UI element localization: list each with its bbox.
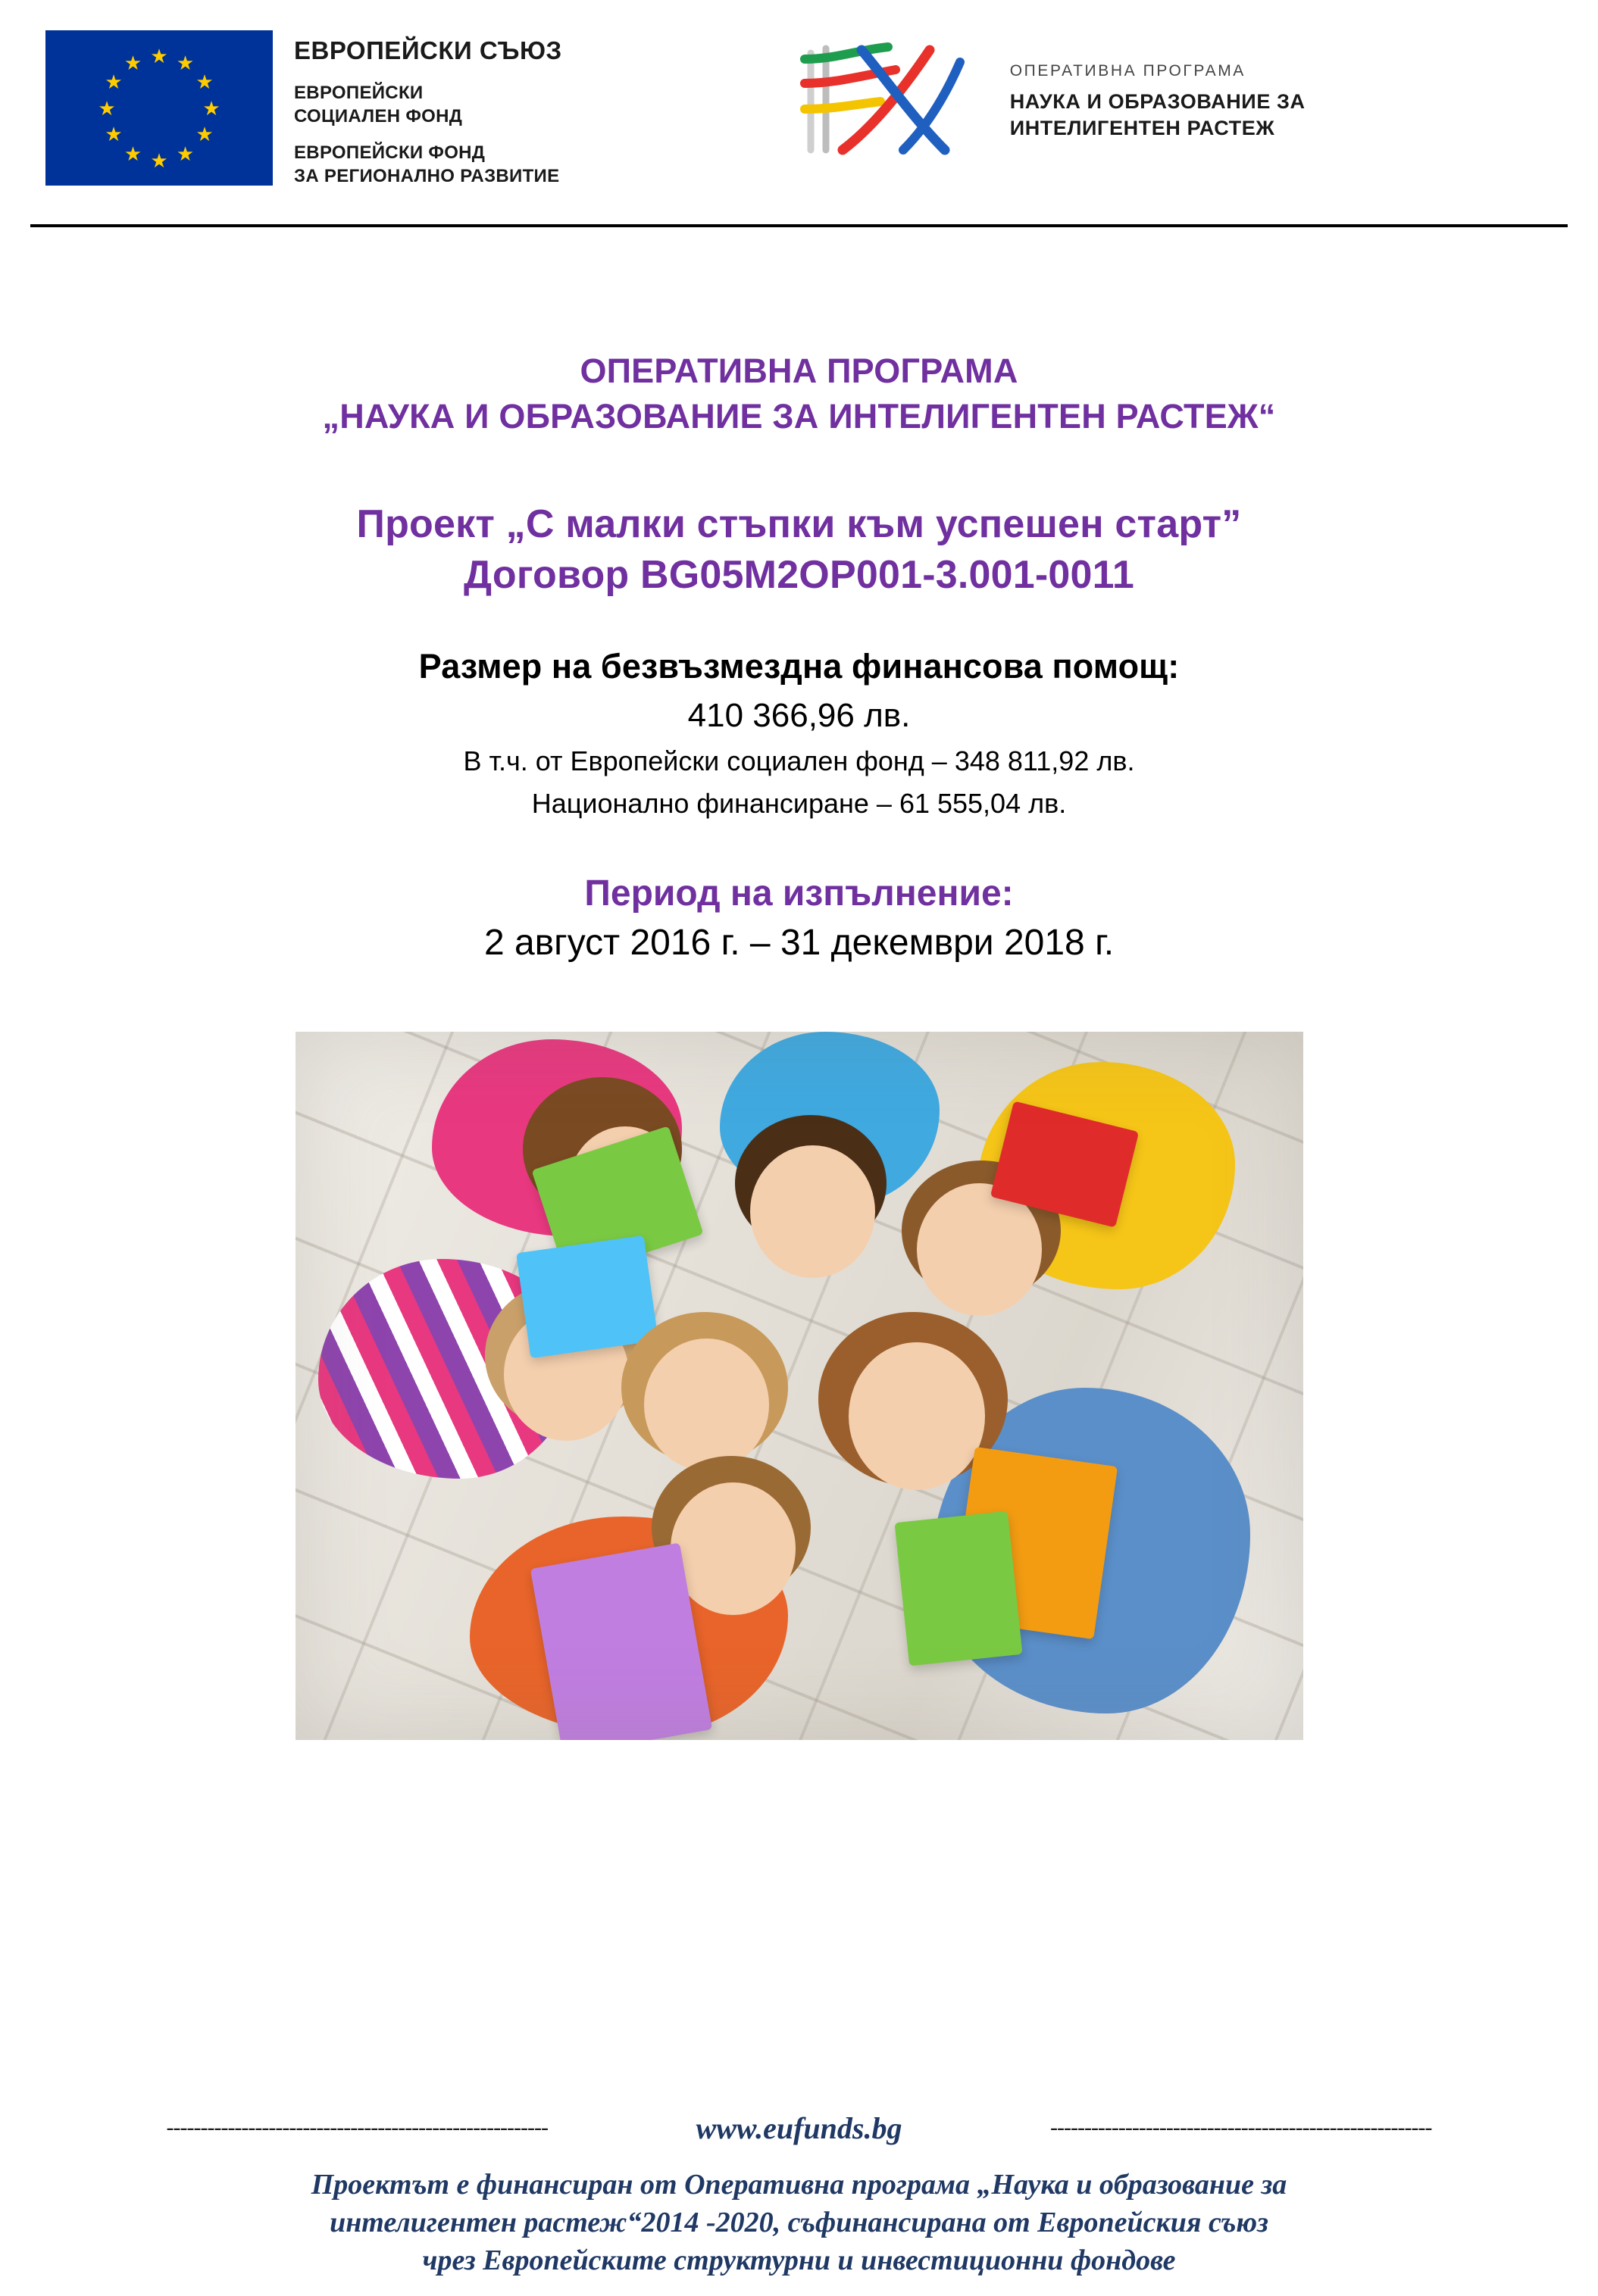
eu-title: ЕВРОПЕЙСКИ СЪЮЗ: [294, 36, 562, 64]
eu-stars: [98, 44, 220, 172]
op-logo-small-label: ОПЕРАТИВНА ПРОГРАМА: [1009, 61, 1246, 80]
period-label: Период на изпълнение:: [584, 873, 1014, 914]
document-header: [0, 0, 1598, 227]
eu-star: ★: [202, 96, 220, 120]
eu-star: ★: [105, 70, 123, 93]
project-name: Проект „С малки стъпки към успешен старт”: [356, 501, 1242, 546]
operational-program-title: [68, 348, 1530, 440]
grant-amount-label: Размер на безвъзмездна финансова помощ:: [418, 646, 1180, 686]
eu-star: ★: [195, 123, 214, 145]
grant-amount-value: 410 366,96 лв.: [687, 696, 911, 734]
funding-note-line2: интелигентен растеж“2014 -2020, съфинансирана от Европейския съюз: [330, 2206, 1268, 2238]
children-with-books-photo: [296, 1032, 1303, 1740]
eu-star: ★: [150, 148, 168, 172]
op-logo-text: [1010, 61, 1306, 141]
dashes-right: --------------------------------------------------------: [1050, 2115, 1432, 2141]
eu-star: ★: [176, 51, 195, 74]
eu-flag-icon: [45, 30, 273, 186]
dashes-left: --------------------------------------------------------: [166, 2115, 548, 2141]
eu-fund-erdf-line1: ЕВРОПЕЙСКИ ФОНД: [294, 142, 486, 164]
eu-star: ★: [124, 51, 142, 74]
eu-star: ★: [98, 96, 116, 120]
eu-star: ★: [176, 142, 195, 165]
funding-note: [30, 2166, 1568, 2279]
document-footer: [0, 2110, 1598, 2296]
website-line: [30, 2110, 1568, 2146]
eu-star: ★: [195, 70, 214, 93]
eu-fund-esf: [294, 82, 562, 128]
eu-logo-block: [45, 30, 562, 189]
eu-fund-erdf-line2: ЗА РЕГИОНАЛНО РАЗВИТИЕ: [294, 166, 560, 187]
period-value: 2 август 2016 г. – 31 декември 2018 г.: [483, 922, 1115, 963]
funding-note-line1: Проектът е финансиран от Оперативна програма „Наука и образование за: [311, 2168, 1287, 2201]
eu-fund-esf-line2: СОЦИАЛЕН ФОНД: [294, 105, 463, 127]
document-body: [0, 227, 1598, 1740]
project-contract-number: Договор BG05M2OP001-3.001-0011: [464, 553, 1134, 598]
project-title: [68, 499, 1530, 601]
eu-logo-text: [294, 30, 562, 189]
eu-star: ★: [105, 123, 123, 145]
eu-fund-erdf: [294, 142, 562, 188]
op-logo-name-line1: НАУКА И ОБРАЗОВАНИЕ ЗА: [1009, 90, 1306, 114]
operational-program-title-line2: „НАУКА И ОБРАЗОВАНИЕ ЗА ИНТЕЛИГЕНТЕН РАСТЕЖ“: [322, 397, 1276, 436]
grant-esf-share: В т.ч. от Европейски социален фонд – 348 811,92 лв.: [463, 745, 1135, 776]
operational-program-title-line1: ОПЕРАТИВНА ПРОГРАМА: [580, 351, 1018, 390]
website-link[interactable]: www.eufunds.bg: [696, 2110, 902, 2145]
grant-national-share: Национално финансиране – 61 555,04 лв.: [531, 787, 1067, 819]
eu-star: ★: [124, 142, 142, 165]
op-logo-block: [790, 36, 1306, 165]
funding-note-line3: чрез Европейските структурни и инвестиционни фондове: [422, 2244, 1176, 2276]
op-logo-name-line2: ИНТЕЛИГЕНТЕН РАСТЕЖ: [1009, 116, 1275, 139]
header-logos-row: [30, 23, 1568, 212]
op-science-education-logo-icon: [790, 36, 990, 165]
header-divider: [30, 224, 1568, 227]
eu-fund-esf-line1: ЕВРОПЕЙСКИ: [294, 83, 424, 103]
eu-star: ★: [150, 44, 168, 67]
